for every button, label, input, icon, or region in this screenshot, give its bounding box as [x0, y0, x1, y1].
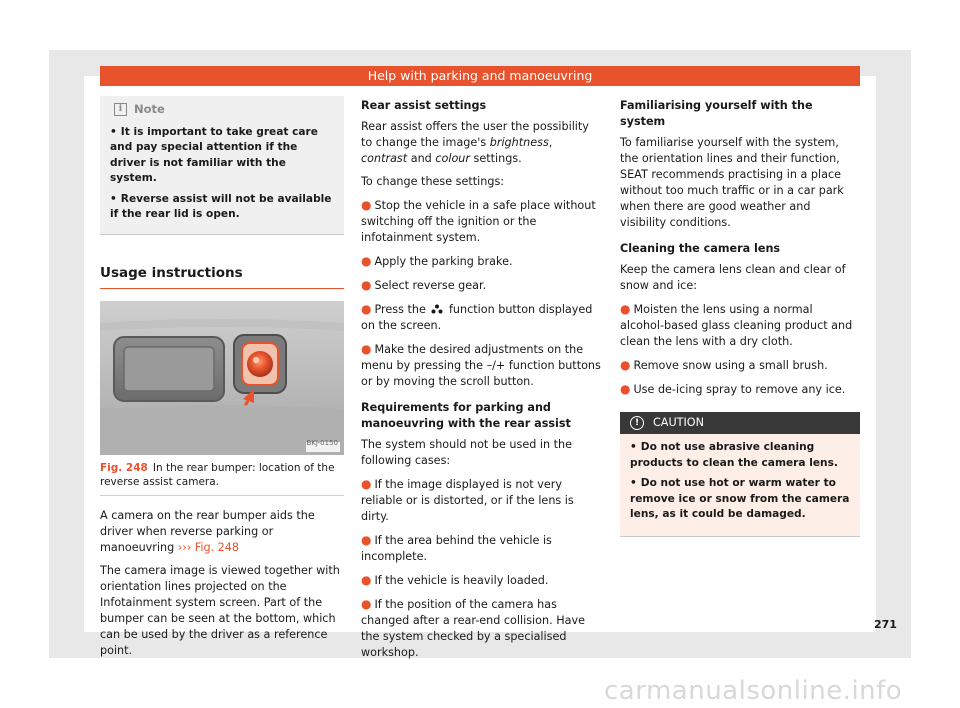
- requirement-item: [361, 572, 601, 589]
- requirements-heading: Requirements for parking and manoeuvring with the rear assist: [361, 401, 571, 430]
- settings-step: [361, 197, 601, 246]
- setting-colour: colour: [435, 152, 470, 165]
- settings-step-text: Apply the parking brake.: [374, 255, 513, 268]
- requirement-item-text: If the vehicle is heavily loaded.: [374, 574, 549, 587]
- rear-bumper-figure: [100, 301, 344, 455]
- settings-step: [361, 301, 601, 334]
- camera-settings-icon: [431, 304, 443, 314]
- note-title: [110, 102, 336, 118]
- bullet-icon: ●: [361, 477, 372, 491]
- cleaning-item: [620, 357, 860, 374]
- requirement-item-text: If the position of the camera has changed after a rear-end collision. Have the system checked by a specialised workshop.: [361, 598, 585, 659]
- watermark: carmanualsonline.info: [604, 676, 903, 706]
- column-middle: [361, 98, 601, 668]
- section-header: Help with parking and manoeuvring: [100, 66, 860, 86]
- page-number: 271: [874, 618, 897, 631]
- bullet-icon: ●: [361, 533, 372, 547]
- bullet-icon: ●: [361, 198, 372, 212]
- figure-caption-text: In the rear bumper: location of the reverse assist camera.: [100, 461, 335, 488]
- bullet-icon: ●: [361, 342, 372, 356]
- warning-icon: !: [630, 416, 644, 430]
- requirements-intro: The system should not be used in the following cases:: [361, 438, 572, 467]
- caution-item: [630, 476, 852, 523]
- press-text-end: function button displayed on the screen.: [361, 303, 593, 332]
- bullet-icon: ●: [361, 278, 372, 292]
- cleaning-item-text: Remove snow using a small brush.: [633, 359, 828, 372]
- settings-step-text: Stop the vehicle in a safe place without switching off the ignition or the infotainment system.: [361, 199, 596, 244]
- bullet-icon: •: [110, 192, 117, 205]
- comma: ,: [548, 136, 553, 149]
- cleaning-intro: Keep the camera lens clean and clear of snow and ice:: [620, 263, 846, 292]
- change-settings-intro: To change these settings:: [361, 175, 505, 188]
- and-word: and: [410, 152, 432, 165]
- setting-contrast: contrast: [361, 152, 408, 165]
- column-left: [100, 96, 344, 666]
- bullet-icon: ●: [620, 358, 631, 372]
- rear-assist-intro-end: settings.: [473, 152, 522, 165]
- cleaning-item: [620, 381, 860, 398]
- bullet-icon: ●: [361, 573, 372, 587]
- rear-bumper-illustration: [100, 301, 344, 455]
- usage-title: Usage instructions: [100, 265, 344, 289]
- requirement-item: [361, 476, 601, 525]
- settings-step-text: Make the desired adjustments on the menu by pressing the –/+ function buttons or by moving the scroll button.: [361, 343, 601, 388]
- note-item: [110, 192, 336, 223]
- requirement-item-text: If the area behind the vehicle is incomplete.: [361, 534, 552, 563]
- settings-step: [361, 341, 601, 390]
- settings-step: [361, 253, 601, 270]
- familiarising-text: To familiarise yourself with the system, the orientation lines and their function, SEAT recommends practising in a place without too much traffic or in a car park when there are good weather and visibility conditions.: [620, 136, 844, 229]
- caution-title: CAUTION: [653, 416, 704, 429]
- usage-paragraph-1: [100, 508, 344, 556]
- caution-item-text: Do not use abrasive cleaning products to clean the camera lens.: [630, 441, 838, 469]
- note-box: [100, 96, 344, 235]
- figure-number: Fig. 248: [100, 461, 148, 474]
- caution-header: [620, 412, 860, 434]
- note-item-text: Reverse assist will not be available if the rear lid is open.: [110, 192, 332, 220]
- bullet-icon: ●: [361, 597, 372, 611]
- rear-assist-heading: Rear assist settings: [361, 99, 487, 112]
- bullet-icon: •: [110, 125, 117, 138]
- figure-reference-link[interactable]: ››› Fig. 248: [177, 540, 240, 554]
- cleaning-item-text: Moisten the lens using a normal alcohol-based glass cleaning product and clean the lens with a dry cloth.: [620, 303, 853, 348]
- note-item-text: It is important to take great care and pay special attention if the driver is not familiar with the system.: [110, 125, 318, 184]
- bullet-icon: ●: [620, 382, 631, 396]
- requirement-item: [361, 532, 601, 565]
- cleaning-item: [620, 301, 860, 350]
- caution-item-text: Do not use hot or warm water to remove ice or snow from the camera lens, as it could be damaged.: [630, 477, 850, 520]
- settings-step: [361, 277, 601, 294]
- cleaning-item-text: Use de-icing spray to remove any ice.: [633, 383, 846, 396]
- caution-item: [630, 440, 852, 471]
- rear-assist-intro: [361, 119, 601, 167]
- setting-brightness: brightness: [489, 136, 549, 149]
- note-item: [110, 125, 336, 187]
- bullet-icon: •: [630, 441, 637, 453]
- caution-body: [620, 434, 860, 536]
- bullet-icon: ●: [620, 302, 631, 316]
- info-icon: i: [114, 103, 127, 116]
- bullet-icon: •: [630, 477, 637, 489]
- bullet-icon: ●: [361, 254, 372, 268]
- bullet-icon: ●: [361, 302, 372, 316]
- usage-paragraph-1-text: A camera on the rear bumper aids the driver when reverse parking or manoeuvring: [100, 508, 315, 554]
- familiarising-heading: Familiarising yourself with the system: [620, 99, 813, 128]
- press-text: Press the: [374, 303, 426, 316]
- column-right: [620, 98, 860, 537]
- figure-caption: [100, 461, 344, 496]
- caution-box: [620, 412, 860, 537]
- rear-assist-intro-text: Rear assist offers the user the possibility to change the image's: [361, 120, 589, 149]
- settings-step-text: Select reverse gear.: [374, 279, 487, 292]
- requirement-item-text: If the image displayed is not very reliable or is distorted, or if the lens is dirty.: [361, 478, 574, 523]
- cleaning-heading: Cleaning the camera lens: [620, 242, 781, 255]
- figure-code: BKJ-0150: [306, 438, 338, 447]
- usage-paragraph-2: The camera image is viewed together with orientation lines projected on the Infotainment system screen. Part of the bumper can be seen at the bottom, which can be used by the driver as a reference point.: [100, 563, 340, 657]
- requirement-item: [361, 596, 601, 661]
- note-title-label: Note: [134, 102, 165, 116]
